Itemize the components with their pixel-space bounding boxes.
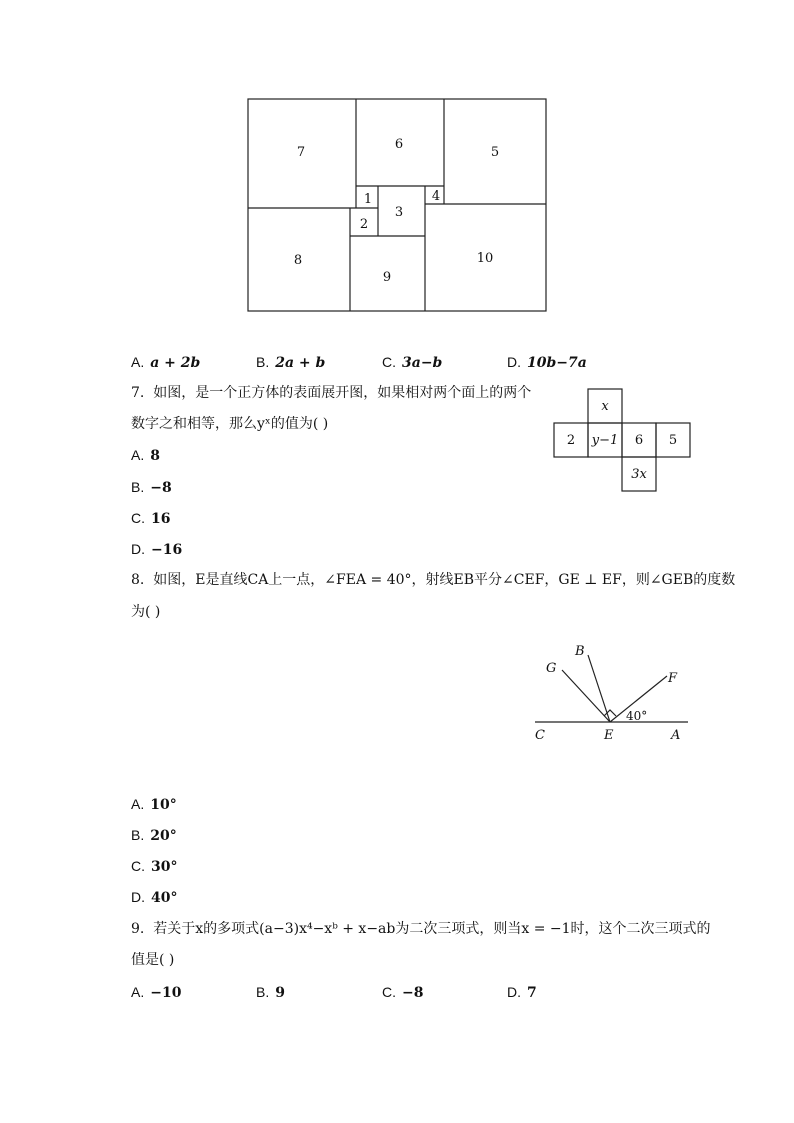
q7-option-d: D. −16 — [131, 541, 183, 558]
cube-net-figure — [550, 385, 695, 495]
point-e-label: E — [604, 728, 614, 743]
q7-option-c: C. 16 — [131, 510, 171, 527]
q7-option-b: B. −8 — [131, 479, 172, 496]
point-b-label: B — [575, 644, 585, 659]
q9-number: 9. — [131, 921, 145, 937]
region-8-label: 8 — [293, 253, 303, 268]
q8-number: 8. — [131, 572, 145, 588]
q9-option-c: C. −8 — [382, 984, 424, 1001]
q9-stem-line2: 值是( ) — [131, 952, 175, 968]
q9-option-a: A. −10 — [131, 984, 182, 1001]
q9-option-d: D. 7 — [507, 984, 537, 1001]
q9-stem-line1: 9. 若关于x的多项式(a−3)x⁴−xᵇ + x−ab为二次三项式，则当x = −1时，这个二次三项式的 — [131, 921, 711, 937]
region-6-label: 6 — [394, 137, 404, 152]
net-face-2: 2 — [566, 433, 576, 448]
region-9-label: 9 — [382, 270, 392, 285]
region-10-label: 10 — [476, 251, 494, 266]
region-7-label: 7 — [296, 145, 306, 160]
net-face-3x: 3x — [631, 467, 647, 482]
region-3-label: 3 — [394, 205, 404, 220]
region-5-label: 5 — [490, 145, 500, 160]
q6-option-d: D. 10b−7a — [507, 354, 587, 371]
point-c-label: C — [535, 728, 545, 743]
q8-stem-line2: 为( ) — [131, 604, 161, 620]
point-g-label: G — [546, 661, 557, 676]
net-face-5: 5 — [668, 433, 678, 448]
q9-option-b: B. 9 — [256, 984, 285, 1001]
q6-option-c: C. 3a−b — [382, 354, 443, 371]
angle-40-label: 40° — [626, 709, 648, 723]
net-face-y-minus-1: y−1 — [591, 433, 619, 448]
net-face-6: 6 — [634, 433, 644, 448]
q8-option-b: B. 20° — [131, 827, 177, 844]
q8-option-d: D. 40° — [131, 889, 178, 906]
region-4-label: 4 — [431, 189, 441, 204]
point-f-label: F — [668, 671, 678, 686]
q7-number: 7. — [131, 385, 145, 401]
q8-option-c: C. 30° — [131, 858, 178, 875]
q6-option-b: B. 2a + b — [256, 354, 326, 371]
region-1-label: 1 — [363, 192, 373, 207]
rectangle-partition-figure — [240, 90, 560, 320]
q7-stem-line1: 7. 如图，是一个正方体的表面展开图，如果相对两个面上的两个 — [131, 385, 532, 401]
q6-option-a: A. a + 2b — [131, 354, 201, 371]
net-face-x: x — [601, 399, 609, 414]
q8-stem-line1: 8. 如图，E是直线CA上一点，∠FEA = 40°，射线EB平分∠CEF，GE ⊥ EF，则∠GEB的度数 — [131, 572, 736, 588]
q7-option-a: A. 8 — [131, 447, 160, 464]
q7-stem-line2: 数字之和相等，那么yˣ的值为( ) — [131, 416, 329, 432]
region-2-label: 2 — [359, 217, 369, 232]
angle-figure — [528, 640, 693, 745]
point-a-label: A — [671, 728, 681, 743]
q8-option-a: A. 10° — [131, 796, 177, 813]
